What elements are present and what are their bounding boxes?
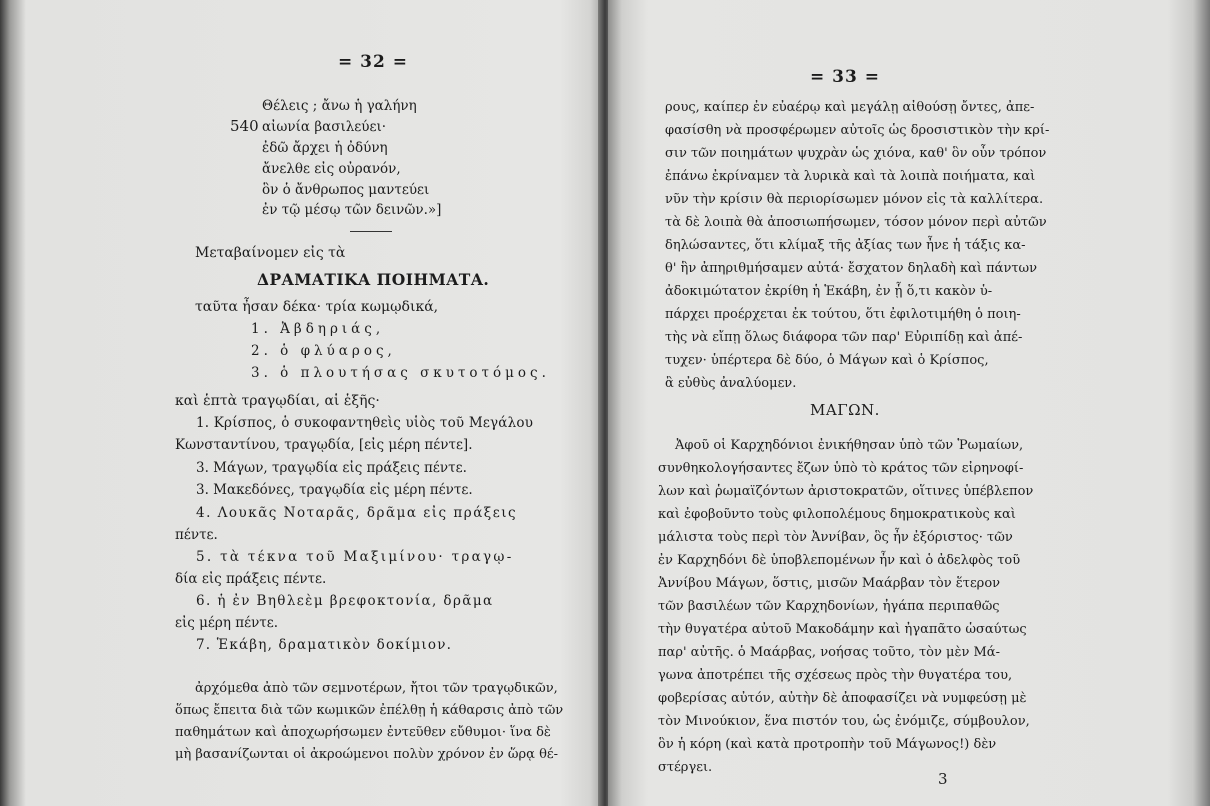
tragedies-intro: καὶ ἑπτὰ τραγῳδίαι, αἱ ἑξῆς·	[175, 393, 380, 409]
tragedy-line: 5. τὰ τέκνα τοῦ Μαξιμίνου· τραγῳ-	[196, 549, 514, 565]
paragraph-line: καὶ ἐφοβοῦντο τοὺς φιλοπολέμους δημοκρατικοὺς καὶ	[658, 507, 1016, 522]
paragraph-line: γωνα ἀποτρέπει τῆς σχέσεως πρὸς τὴν θυγατέρα του,	[658, 668, 1013, 683]
section-rule	[350, 231, 392, 232]
comedy-item: 2. ὁ φλύαρος,	[251, 343, 396, 359]
paragraph-line: ἀδοκιμώτατον ἐκρίθη ἡ Ἑκάβη, ἐν ᾗ ὅ,τι κακὸν ὑ-	[665, 284, 993, 299]
paragraph-line: Ἀφοῦ οἱ Καρχηδόνιοι ἐνικήθησαν ὑπὸ τῶν Ῥωμαίων,	[675, 438, 1024, 453]
page-number: = 32 =	[338, 52, 408, 72]
paragraph-line: φασίσθη νὰ προσφέρωμεν αὐτοῖς ὡς δροσιστικὸν τὴν κρί-	[665, 123, 1050, 138]
intro-text: Μεταβαίνομεν εἰς τὰ	[195, 245, 346, 261]
tragedy-line: δία εἰς πράξεις πέντε.	[175, 571, 327, 587]
tragedy-line: 7. Ἑκάβη, δραματικὸν δοκίμιον.	[196, 637, 453, 653]
paragraph-line: τὴς νὰ εἴπῃ ὅλως διάφορα τῶν παρ' Εὐριπίδῃ καὶ ἀπέ-	[665, 330, 1023, 345]
verse-line: ἄνελθε εἰς οὐρανόν,	[262, 161, 401, 177]
right-page	[608, 0, 1210, 806]
tragedy-line: 1. Κρίσπος, ὁ συκοφαντηθεὶς υἱὸς τοῦ Μεγάλου	[196, 415, 534, 431]
paragraph-line: λων καὶ ῥωμαϊζόντων ἀριστοκρατῶν, οἵτινες ὑπέβλεπον	[658, 484, 1034, 499]
paragraph-line: παρ' αὐτῆς. ὁ Μαάρβας, νοήσας τοῦτο, τὸν μὲν Μά-	[658, 645, 1000, 660]
paragraph-line: τὸν Μινούκιον, ἕνα πιστόν του, ὡς ἐνόμιζε, σύμβουλον,	[658, 714, 1030, 729]
paragraph-line: φοβερίσας αὐτόν, αὐτὴν δὲ ἀποφασίζει νὰ νυμφεύσῃ μὲ	[658, 691, 1027, 706]
paragraph-line: σιν τῶν ποιημάτων ψυχρὰν ὡς χιόνα, καθ' ὃν οὖν τρόπον	[665, 146, 1047, 161]
paragraph-line: ἃ εὐθὺς ἀναλύομεν.	[665, 376, 797, 391]
paragraph-line: στέργει.	[658, 760, 713, 775]
paragraph-line: νῦν τὴν κρίσιν θὰ περιορίσωμεν μόνον εἰς τὰ καλλίτερα.	[665, 192, 1044, 207]
paragraph-line: παθημάτων καὶ ἀποχωρήσωμεν ἐντεῦθεν εὔθυμοι· ἵνα δὲ	[175, 725, 551, 740]
paragraph-line: τὰ δὲ λοιπὰ θὰ ἀποσιωπήσωμεν, τόσον μόνον περὶ αὐτῶν	[665, 215, 1047, 230]
paragraph-line: τὴν θυγατέρα αὐτοῦ Μακοδάμην καὶ ἠγαπᾶτο ὡσαύτως	[658, 622, 1027, 637]
paragraph-line: ἐπάνω ἐκρίναμεν τὰ λυρικὰ καὶ τὰ λοιπὰ ποιήματα, καὶ	[665, 169, 1036, 184]
comedy-item: 1. Ἀβδηριάς,	[251, 321, 385, 337]
paragraph-line: θ' ἣν ἀπηριθμήσαμεν αὐτά· ἔσχατον δηλαδὴ καὶ πάντων	[665, 261, 1038, 276]
paragraph-line: τῶν βασιλέων τῶν Καρχηδονίων, ἠγάπα περιπαθῶς	[658, 599, 1000, 614]
tragedy-line: πέντε.	[175, 527, 218, 543]
tragedy-line: Κωνσταντίνου, τραγῳδία, [εἰς μέρη πέντε].	[175, 437, 473, 453]
tragedy-line: 3. Μακεδόνες, τραγῳδία εἰς μέρη πέντε.	[196, 482, 473, 498]
verse-line: Θέλεις ; ἄνω ἡ γαλήνη	[262, 98, 417, 114]
tragedy-line: 4. Λουκᾶς Νοταρᾶς, δρᾶμα εἰς πράξεις	[196, 505, 518, 521]
paragraph-line: ἐν Καρχηδόνι δὲ ὑποβλεπομένων ἦν καὶ ὁ ἀδελφὸς τοῦ	[658, 553, 1021, 568]
paragraph-line: Ἀννίβου Μάγων, ὅστις, μισῶν Μαάρβαν τὸν ἕτερον	[658, 576, 1001, 591]
paragraph-line: συνθηκολογήσαντες ἔζων ὑπὸ τὸ κράτος τῶν εἰρηνοφί-	[658, 461, 1024, 476]
verse-line: αἰωνία βασιλεύει·	[262, 119, 387, 135]
verse-line: ὃν ὁ ἄνθρωπος μαντεύει	[262, 182, 430, 198]
paragraph-line: δηλώσαντες, ὅτι κλίμαξ τῆς ἀξίας των ἦνε ἡ τάξις κα-	[665, 238, 1026, 253]
paragraph-line: ὃν ἡ κόρη (καὶ κατὰ προτροπὴν τοῦ Μάγωνος!) δὲν	[658, 737, 997, 752]
paragraph-line: ρους, καίπερ ἐν εὐαέρῳ καὶ μεγάλῃ αἰθούσῃ ὄντες, ἀπε-	[665, 100, 1035, 115]
paragraph-line: τυχεν· ὑπέρτερα δὲ δύο, ὁ Μάγων καὶ ὁ Κρίσπος,	[665, 353, 989, 368]
paragraph-line: ἀρχόμεθα ἀπὸ τῶν σεμνοτέρων, ἤτοι τῶν τραγῳδικῶν,	[195, 681, 558, 696]
tragedy-line: 3. Μάγων, τραγῳδία εἰς πράξεις πέντε.	[196, 460, 467, 476]
comedies-intro: ταῦτα ἦσαν δέκα· τρία κωμῳδικά,	[195, 299, 439, 315]
comedy-item: 3. ὁ πλουτήσας σκυτοτόμος.	[251, 365, 550, 381]
paragraph-line: μάλιστα τοὺς περὶ τὸν Ἀννίβαν, ὃς ἦν ἐξόριστος· τῶν	[658, 530, 1013, 545]
verse-line-number: 540	[230, 117, 259, 135]
section-heading: ΜΑΓΩΝ.	[810, 401, 880, 419]
paragraph-line: ὅπως ἔπειτα διὰ τῶν κωμικῶν ἐπέλθῃ ἡ κάθαρσις ἀπὸ τῶν	[175, 703, 564, 718]
page-number: = 33 =	[810, 67, 880, 87]
tragedy-line: 6. ἡ ἐν Βηθλεὲμ βρεφοκτονία, δρᾶμα	[196, 593, 494, 609]
signature-mark: 3	[938, 770, 948, 788]
section-heading: ΔΡΑΜΑΤΙΚΑ ΠΟΙΗΜΑΤΑ.	[257, 270, 490, 289]
tragedy-line: εἰς μέρη πέντε.	[175, 615, 279, 631]
verse-line: ἐδῶ ἄρχει ἡ ὀδύνη	[262, 140, 388, 156]
paragraph-line: μὴ βασανίζωνται οἱ ἀκροώμενοι πολὺν χρόνον ἐν ὥρᾳ θέ-	[175, 747, 559, 762]
verse-line: ἐν τῷ μέσῳ τῶν δεινῶν.»]	[262, 202, 442, 218]
paragraph-line: πάρχει προέρχεται ἐκ τούτου, ὅτι ἐφιλοτιμήθη ὁ ποιη-	[665, 307, 1021, 322]
